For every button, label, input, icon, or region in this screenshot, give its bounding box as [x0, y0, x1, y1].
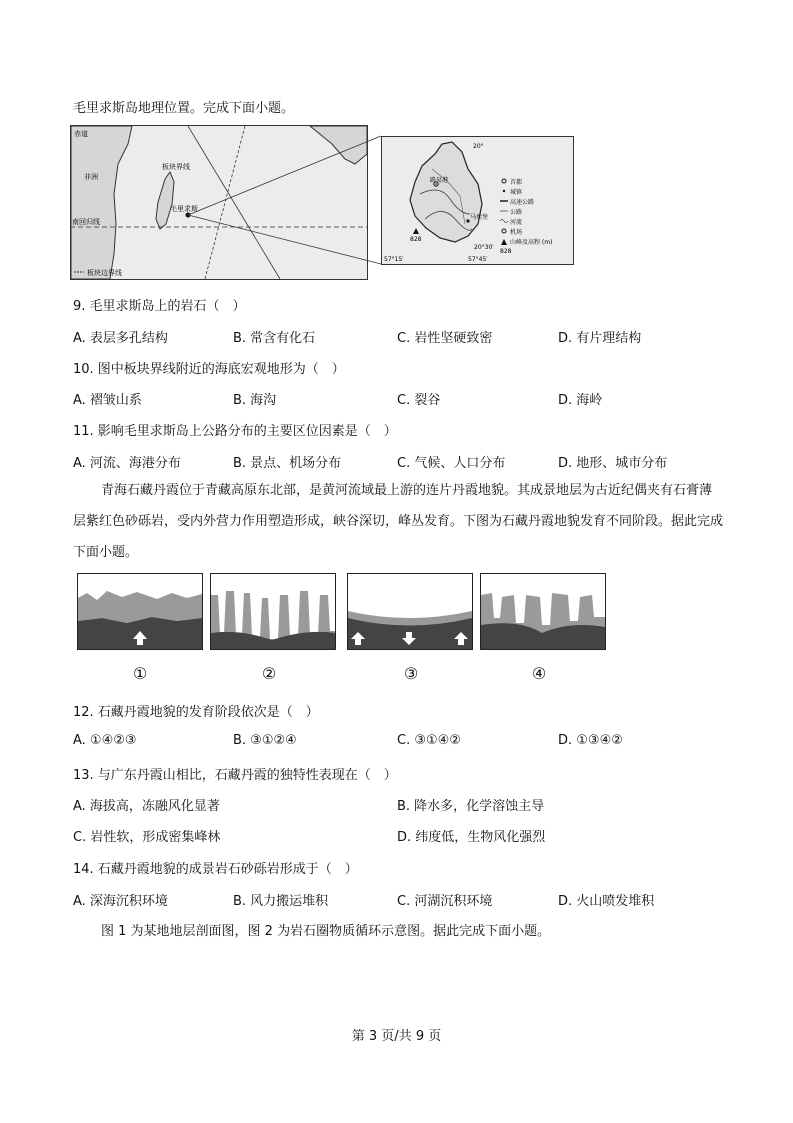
- q9-stem: 9. 毛里求斯岛上的岩石（ ）: [73, 299, 246, 314]
- page-footer: 第 3 页/共 9 页: [351, 1029, 442, 1044]
- mauritius-label: 毛里求斯: [170, 205, 198, 213]
- legend-town: 城镇: [510, 189, 523, 196]
- q14-option-c[interactable]: C. 河湖沉积环境: [397, 894, 493, 909]
- q10-stem: 10. 图中板块界线附近的海底宏观地形为（ ）: [73, 362, 345, 377]
- lon-5715-label: 57°15′: [384, 256, 404, 263]
- tropic-label: 南回归线: [72, 218, 100, 226]
- legend-river: 河流: [510, 219, 523, 226]
- legend-peak: 山峰及高程 (m): [510, 239, 553, 246]
- q9-option-b[interactable]: B. 常含有化石: [233, 331, 316, 346]
- peak-elevation-label: 828: [410, 236, 422, 243]
- q12-option-d[interactable]: D. ①③④②: [558, 733, 623, 748]
- q12-option-b[interactable]: B. ③①②④: [233, 733, 297, 748]
- q11-stem: 11. 影响毛里求斯岛上公路分布的主要区位因素是（ ）: [73, 424, 397, 439]
- stage-label-2: ②: [261, 664, 277, 683]
- q10-option-c[interactable]: C. 裂谷: [397, 393, 441, 408]
- capital-name: 路易港: [430, 177, 449, 184]
- passage-rock-cycle: 图 1 为某地地层剖面图，图 2 为岩石圈物质循环示意图。据此完成下面小题。: [101, 924, 551, 939]
- stage-2-diagram: [211, 574, 336, 650]
- q14-stem: 14. 石藏丹霞地貌的成景岩石砂砾岩形成于（ ）: [73, 862, 358, 877]
- q10-option-a[interactable]: A. 褶皱山系: [73, 393, 142, 408]
- legend-town-icon: [503, 190, 505, 192]
- q12-option-c[interactable]: C. ③①④②: [397, 733, 461, 748]
- legend-boundary-label: 板块边界线: [87, 269, 122, 277]
- stage-label-3: ③: [403, 664, 419, 683]
- q10-option-d[interactable]: D. 海岭: [558, 393, 603, 408]
- legend-road: 公路: [510, 209, 523, 216]
- q13-stem: 13. 与广东丹霞山相比，石藏丹霞的独特性表现在（ ）: [73, 768, 397, 783]
- q11-option-c[interactable]: C. 气候、人口分布: [397, 456, 506, 471]
- plate-boundary-label: 板块界线: [162, 163, 190, 171]
- danxia-stages-figure: [77, 573, 607, 653]
- q12-stem: 12. 石藏丹霞地貌的发育阶段依次是（ ）: [73, 705, 319, 720]
- stage-label-1: ①: [132, 664, 148, 683]
- town-name: 马埃堡: [470, 214, 489, 221]
- q14-option-d[interactable]: D. 火山喷发堆积: [558, 894, 655, 909]
- q14-option-a[interactable]: A. 深海沉积环境: [73, 894, 168, 909]
- legend-elevation-value: 828: [500, 248, 512, 255]
- equator-label: 赤道: [74, 130, 88, 138]
- passage-danxia: 青海石藏丹霞位于青藏高原东北部，是黄河流域最上游的连片丹霞地貌。其成景地层为古近纪偶夹有石膏薄层紫红色砂砾岩，受内外营力作用塑造形成，峡谷深切，峰丛发育。下图为石藏丹霞地貌发育不同阶段。据此完成下面小题。: [73, 483, 724, 560]
- q14-option-b[interactable]: B. 风力搬运堆积: [233, 894, 329, 909]
- q12-option-a[interactable]: A. ①④②③: [73, 733, 137, 748]
- q11-option-a[interactable]: A. 河流、海港分布: [73, 456, 181, 471]
- q11-option-d[interactable]: D. 地形、城市分布: [558, 456, 668, 471]
- legend-airport: 机场: [510, 229, 523, 236]
- africa-label: 非洲: [84, 173, 98, 181]
- stage-label-4: ④: [531, 664, 547, 683]
- legend-capital: 首都: [510, 179, 523, 186]
- stage-3-diagram: [348, 574, 473, 650]
- q13-option-a[interactable]: A. 海拔高，冻融风化显著: [73, 799, 220, 814]
- q9-option-d[interactable]: D. 有片理结构: [558, 331, 642, 346]
- q10-option-b[interactable]: B. 海沟: [233, 393, 277, 408]
- intro-text: 毛里求斯岛地理位置。完成下面小题。: [73, 101, 295, 116]
- q9-option-c[interactable]: C. 岩性坚硬致密: [397, 331, 493, 346]
- lat-20-label: 20°: [473, 143, 484, 150]
- q13-option-b[interactable]: B. 降水多，化学溶蚀主导: [397, 799, 545, 814]
- q11-option-b[interactable]: B. 景点、机场分布: [233, 456, 342, 471]
- lon-5745-label: 57°45′: [468, 256, 488, 263]
- q9-option-a[interactable]: A. 表层多孔结构: [73, 331, 168, 346]
- stage-1-diagram: [78, 574, 203, 650]
- q13-option-d[interactable]: D. 纬度低，生物风化强烈: [397, 830, 546, 845]
- lat-2030-label: 20°30′: [474, 244, 494, 251]
- stage-4-diagram: [481, 574, 606, 650]
- q13-option-c[interactable]: C. 岩性软，形成密集峰林: [73, 830, 221, 845]
- legend-highway: 高速公路: [510, 199, 535, 206]
- mauritius-location-map: [70, 124, 580, 284]
